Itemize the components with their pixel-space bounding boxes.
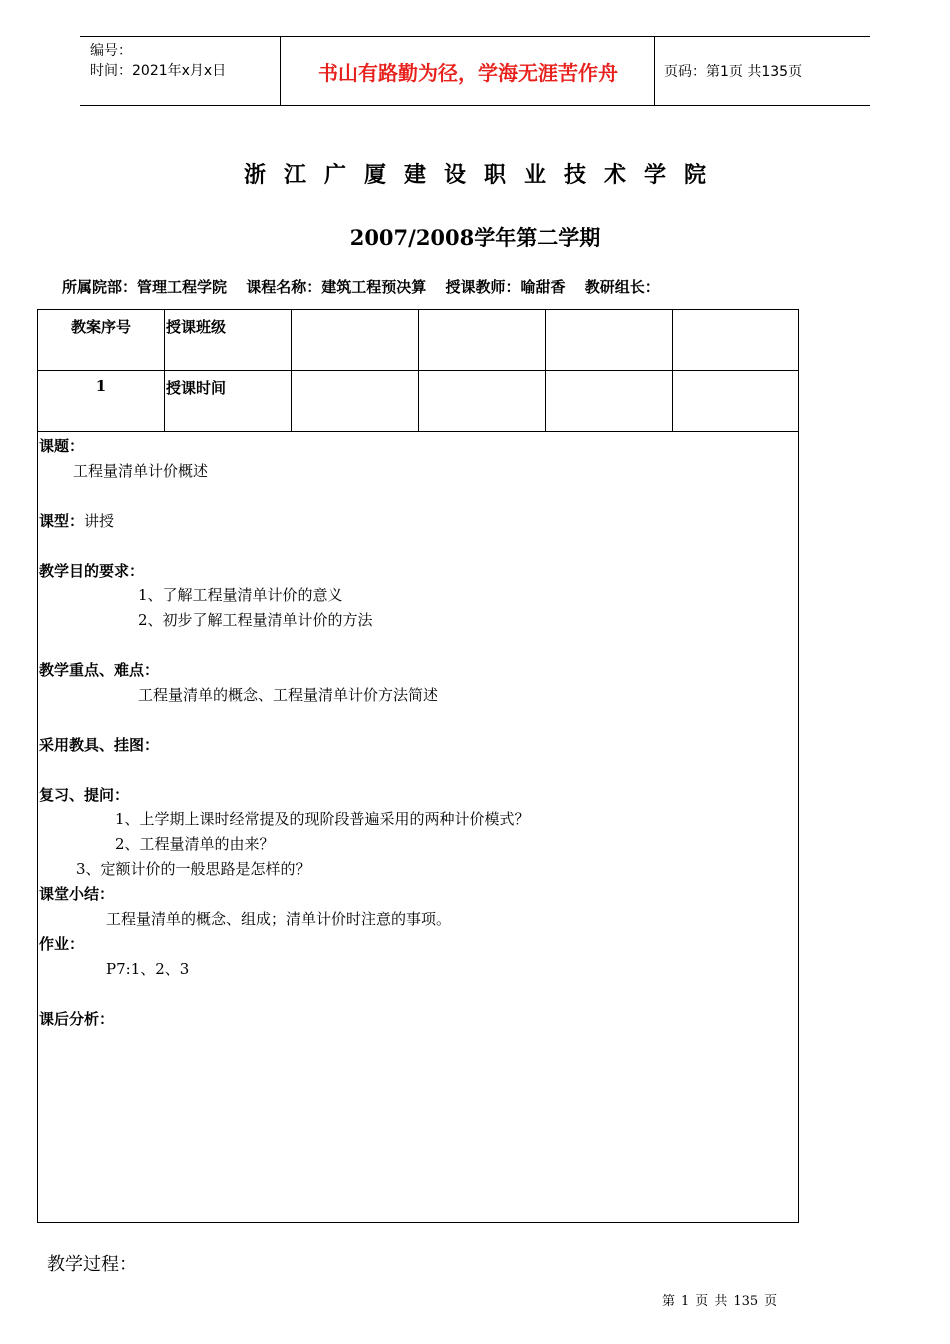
- topic-label: 课题：: [39, 437, 85, 455]
- term-title: 2007/2008学年第二学期: [349, 225, 601, 250]
- header-left: [90, 41, 226, 81]
- table-cell: [419, 371, 546, 432]
- goal-item: 2、初步了解工程量清单计价的方法: [138, 611, 373, 629]
- footer-text: 页: [695, 1294, 709, 1309]
- lesson-number-value: 1: [95, 377, 107, 395]
- review-item: 3、定额计价的一般思路是怎样的？: [76, 860, 311, 878]
- teacher: 授课教师：喻甜香: [445, 278, 566, 296]
- review-item: 1、上学期上课时经常提及的现阶段普遍采用的两种计价模式？: [115, 810, 530, 828]
- lesson-info-table: [37, 309, 799, 432]
- review-item: 2、工程量清单的由来？: [115, 835, 275, 853]
- school-title: 浙江广厦建设职业技术学院: [243, 162, 724, 188]
- course-name: 课程名称：建筑工程预决算: [246, 278, 427, 296]
- number-label: 编号：: [90, 43, 132, 59]
- summary-label: 课堂小结：: [39, 885, 115, 903]
- key-label: 教学重点、难点：: [39, 661, 160, 679]
- table-cell: [673, 371, 799, 432]
- table-cell: [165, 371, 292, 432]
- footer-text: 第: [662, 1294, 676, 1309]
- goals-label: 教学目的要求：: [39, 562, 145, 580]
- goal-item: 1、了解工程量清单计价的意义: [138, 586, 343, 604]
- class-label: 授课班级: [166, 318, 227, 336]
- footer-text: 页: [764, 1294, 778, 1309]
- motto: 书山有路勤为径，学海无涯苦作舟: [318, 60, 618, 85]
- summary-text: 工程量清单的概念、组成；清单计价时注意的事项。: [106, 910, 452, 928]
- table-cell: [546, 310, 673, 371]
- table-cell: [165, 310, 292, 371]
- page-label: 页码：第1页 共135页: [664, 64, 803, 80]
- homework-text: P7:1、2、3: [106, 960, 190, 978]
- table-cell: [292, 371, 419, 432]
- department: 所属院部：管理工程学院: [62, 278, 228, 296]
- topic-text: 工程量清单计价概述: [73, 462, 209, 480]
- key-text: 工程量清单的概念、工程量清单计价方法简述: [138, 686, 439, 704]
- time-label-cell: 授课时间: [166, 379, 227, 397]
- footer-text: 共: [714, 1294, 728, 1309]
- footer-page: 1: [681, 1294, 690, 1309]
- table-cell: [38, 371, 165, 432]
- table-row: [38, 371, 799, 432]
- table-cell: [673, 310, 799, 371]
- table-cell: [292, 310, 419, 371]
- review-label: 复习、提问：: [39, 786, 130, 804]
- analysis-label: 课后分析：: [39, 1010, 115, 1028]
- course-meta: [62, 276, 674, 297]
- table-cell: [38, 310, 165, 371]
- aids-label: 采用教具、挂图：: [39, 736, 160, 754]
- header-divider: [654, 37, 655, 105]
- footer-total: 135: [733, 1294, 759, 1309]
- table-row: [38, 310, 799, 371]
- type-label: 课型：: [39, 512, 85, 530]
- header-divider: [280, 37, 281, 105]
- page-footer: [662, 1290, 783, 1309]
- lesson-number-label: 教案序号: [70, 318, 131, 336]
- table-cell: [419, 310, 546, 371]
- type-row: [39, 510, 114, 531]
- time-label: 时间：2021年x月x日: [90, 63, 227, 79]
- lesson-content-box: [37, 430, 799, 1223]
- process-label: 教学过程：: [47, 1254, 137, 1275]
- page-header: [80, 36, 870, 106]
- type-text: 讲授: [84, 512, 115, 530]
- homework-label: 作业：: [39, 935, 85, 953]
- table-cell: [546, 371, 673, 432]
- group-leader: 教研组长：: [584, 278, 660, 296]
